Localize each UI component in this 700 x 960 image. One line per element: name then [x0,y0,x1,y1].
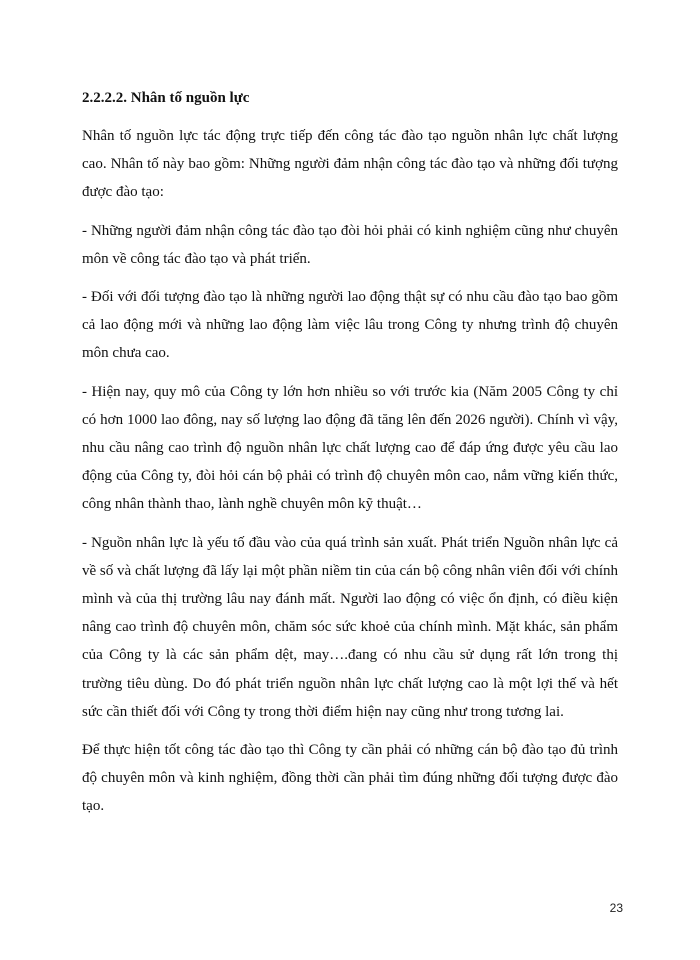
paragraph-trainees: - Đối với đối tượng đào tạo là những người lao động thật sự có nhu cầu đào tạo bao gồm cả lao động mới và những lao động làm việc lâu trong Công ty nhưng trình độ chuyên môn chưa cao. [82,289,618,362]
page-number: 23 [609,901,623,915]
page-content [82,87,618,831]
paragraph-human-resources: - Nguồn nhân lực là yếu tố đầu vào của quá trình sản xuất. Phát triển Nguồn nhân lực cả về số và chất lượng đã lấy lại một phần niềm tin của cán bộ công nhân viên đối với chính mình và của thị trường lâu nay đánh mất. Người lao động có việc ổn định, có điều kiện nâng cao trình độ chuyên môn, chăm sóc sức khoẻ của chính mình. Mặt khác, sản phẩm của Công ty là các sản phẩm dệt, may….đang có nhu cầu sử dụng rất lớn trong thị trường tiêu dùng. Do đó phát triển nguồn nhân lực chất lượng cao là một lợi thế và hết sức cần thiết đối với Công ty trong thời điểm hiện nay cũng như trong tương lai. [82,534,618,720]
paragraph-intro: Nhân tố nguồn lực tác động trực tiếp đến công tác đào tạo nguồn nhân lực chất lượng cao. Nhân tố này bao gồm: Những người đảm nhận công tác đào tạo và những đối tượng được đào tạo: [82,128,618,201]
section-heading: 2.2.2.2. Nhân tố nguồn lực [82,90,250,106]
paragraph-company-scale: - Hiện nay, quy mô của Công ty lớn hơn nhiều so với trước kia (Năm 2005 Công ty chỉ có hơn 1000 lao đông, nay số lượng lao động đã tăng lên đến 2026 người). Chính vì vậy, nhu cầu nâng cao trình độ nguồn nhân lực chất lượng cao để đáp ứng được yêu cầu lao động của Công ty, đòi hỏi cán bộ phải có trình độ chuyên môn cao, nắm vững kiến thức, công nhân thành thao, lành nghề chuyên môn kỹ thuật… [82,383,618,513]
paragraph-trainers: - Những người đảm nhận công tác đào tạo đòi hỏi phải có kinh nghiệm cũng như chuyên môn về công tác đào tạo và phát triển. [82,222,618,267]
paragraph-conclusion: Để thực hiện tốt công tác đào tạo thì Công ty cần phải có những cán bộ đào tạo đủ trình độ chuyên môn và kinh nghiệm, đồng thời cần phải tìm đúng những đối tượng được đào tạo. [82,742,618,815]
